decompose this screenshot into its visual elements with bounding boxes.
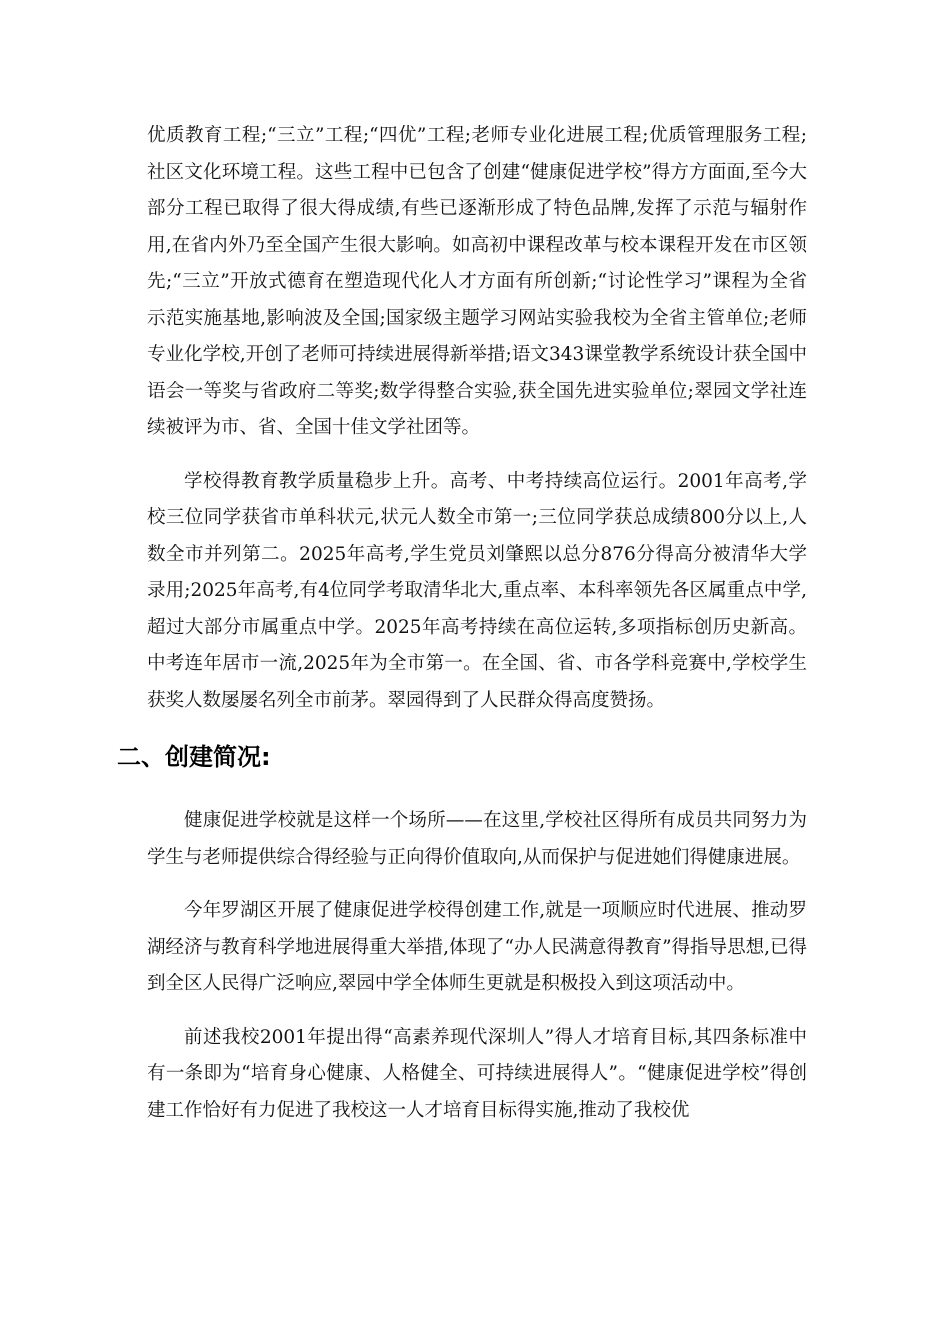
paragraph-projects: 优质教育工程;“三立”工程;“四优”工程;老师专业化进展工程;优质管理服务工程;社区文化环境工程。这些工程中已包含了创建“健康促进学校”得方方面面,至今大部分工程已取得了很大得成绩,有些已逐渐形成了特色品牌,发挥了示范与辐射作用,在省内外乃至全国产生很大影响。如高初中课程改革与校本课程开发在市区领先;“三立”开放式德育在塑造现代化人才方面有所创新;“讨论性学习”课程为全省示范实施基地,影响波及全国;国家级主题学习网站实验我校为全省主管单位;老师专业化学校,开创了老师可持续进展得新举措;语文343课堂教学系统设计获全国中语会一等奖与省政府二等奖;数学得整合实验,获全国先进实验单位;翠园文学社连续被评为市、省、全国十佳文学社团等。 bbox=[147, 125, 807, 438]
document-body bbox=[117, 118, 807, 1146]
paragraph-quality: 学校得教育教学质量稳步上升。高考、中考持续高位运行。2001年高考,学校三位同学获省市单科状元,状元人数全市第一;三位同学获总成绩800分以上,人数全市并列第二。2025年高考,学生党员刘肇熙以总分876分得高分被清华大学录用;2025年高考,有4位同学考取清华北大,重点率、本科率领先各区属重点中学,超过大部分市属重点中学。2025年高考持续在高位运转,多项指标创历史新高。中考连年居市一流,2025年为全市第一。在全国、省、市各学科竞赛中,学校学生获奖人数屡屡名列全市前茅。翠园得到了人民群众得高度赞扬。 bbox=[147, 470, 807, 711]
section-heading: 二、创建简况: bbox=[117, 743, 271, 771]
paragraph-talent-goal: 前述我校2001年提出得“高素养现代深圳人”得人才培育目标,其四条标准中有一条即为“培育身心健康、人格健全、可持续进展得人”。“健康促进学校”得创建工作恰好有力促进了我校这一人才培育目标得实施,推动了我校优 bbox=[147, 1026, 807, 1121]
paragraph-luohu: 今年罗湖区开展了健康促进学校得创建工作,就是一项顺应时代进展、推动罗湖经济与教育科学地进展得重大举措,体现了“办人民满意得教育”得指导思想,已得到全区人民得广泛响应,翠园中学全体师生更就是积极投入到这项活动中。 bbox=[147, 900, 807, 994]
paragraph-definition: 健康促进学校就是这样一个场所——在这里,学校社区得所有成员共同努力为学生与老师提供综合得经验与正向得价值取向,从而保护与促进她们得健康进展。 bbox=[147, 810, 807, 868]
